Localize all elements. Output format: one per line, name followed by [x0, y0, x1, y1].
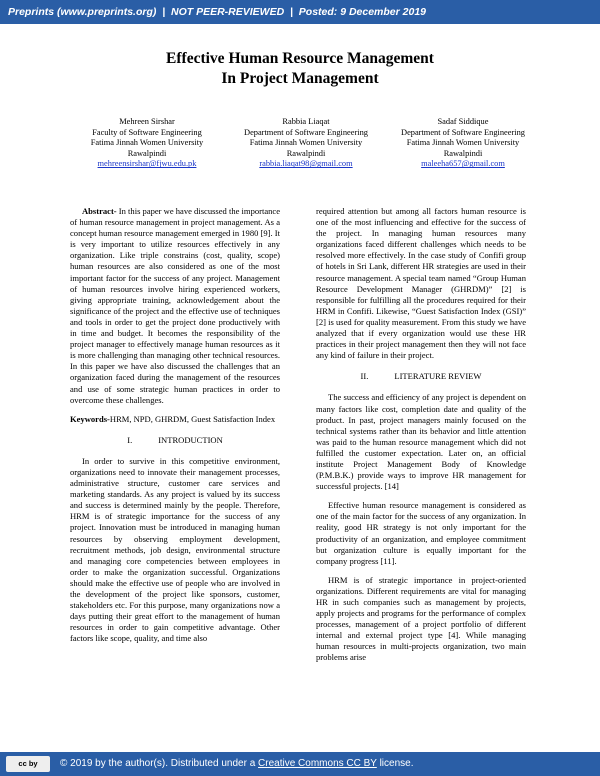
author-city: Rawalpindi — [286, 148, 326, 158]
author-city: Rawalpindi — [127, 148, 167, 158]
literature-paragraph-3: HRM is of strategic importance in project-oriented organizations. Different requirements are vital for managing HR in such companies such as management by projects, apply projects and programs for the performance of complex processes, management of a project portfolio of different internal and external project type [4]. While managing human resources in multi-projects organization, two main problems arise — [316, 574, 526, 663]
intro-paragraph: In order to survive in this competitive environment, organizations need to innovate their management processes, administrative structure, customer care services and marketing standards. As any project is valued by its success and success is determined mainly by the people. Therefore, HRM is of strategic importance for the success of any project. Innovation must be introduced in managing human resources by observing employment development, recruitment methods, job design, environmental structure and managing core competencies between employees in order to make the organization successful. Organizations should make the effective use of people who are involved in the development of the project like sponsors, customer, stakeholders etc. For this purpose, many organizations now a days putting their great effort to the management of human resources in order to gain competitive advantage. Other factors like scope, quality, and time also — [70, 455, 280, 644]
posted-date: Posted: 9 December 2019 — [298, 6, 427, 18]
license-link[interactable]: Creative Commons CC BY — [258, 758, 377, 769]
author-name: Rabbia Liaqat — [282, 117, 330, 126]
right-column — [316, 206, 526, 672]
section-heading-introduction — [70, 435, 280, 446]
author-city: Rawalpindi — [443, 148, 483, 158]
license-footer-bar — [0, 752, 600, 776]
left-column — [70, 206, 280, 652]
source-label[interactable]: Preprints (www.preprints.org) — [8, 6, 157, 18]
literature-paragraph-1: The success and efficiency of any project is dependent on many factors like cost, completion date and quality of the product. In past, project managers mainly focused on the technical systems rather than its behavior and little attention was paid to the human resource management which did not fulfilled the customer expectation. Later on, an official institute Project Management Body of Knowledge (P.M.B.K.) provide ways to improve HR management for successful projects. [14] — [316, 392, 526, 492]
section-title: LITERATURE REVIEW — [394, 371, 482, 382]
section-number: I. — [127, 434, 133, 445]
section-number: II. — [360, 371, 369, 382]
abstract-label: Abstract- — [82, 206, 117, 216]
review-status: NOT PEER-REVIEWED — [170, 6, 285, 18]
author-university: Fatima Jinnah Women University — [249, 138, 363, 148]
preprint-header-bar: Preprints (www.preprints.org) | NOT PEER-REVIEWED | Posted: 9 December 2019 — [0, 0, 600, 24]
author-university: Fatima Jinnah Women University — [90, 138, 204, 148]
author-email[interactable]: mehreensirshar@fjwu.edu.pk — [97, 159, 197, 169]
author-name: Mehreen Sirshar — [119, 117, 175, 126]
keywords-text: HRM, NPD, GHRDM, Guest Satisfaction Index — [109, 413, 276, 424]
author-email[interactable]: rabbia.liaqat98@gmail.com — [259, 159, 353, 169]
paper-title-line2: In Project Management — [221, 70, 379, 87]
license-text: © 2019 by the author(s). Distributed under a Creative Commons CC BY license. — [60, 758, 414, 769]
author-university: Fatima Jinnah Women University — [406, 138, 520, 148]
author-block-3 — [373, 117, 553, 170]
author-block-1 — [57, 117, 237, 170]
abstract — [70, 206, 280, 406]
keywords-label: Keywords- — [70, 413, 110, 424]
literature-paragraph-2: Effective human resource management is considered as one of the main factor for the success of any organization. In reality, good HR strategy is not only important for the productivity of an organization, and employee commitment but organization culture is equally important for the company progress [11]. — [316, 500, 526, 566]
author-block-2 — [216, 117, 396, 170]
continued-paragraph: required attention but among all factors human resource is one of the most influencing and effective for the success of the project. In managing human resources many organizations faced different challenges which needs to be resolved more effectively. In the case study of Confifi group of hotels in Sri Lank, different HR strategies are used in their resource management. A special team named “Group Human Resource Development Manager (GHRDM)” [2] is responsible for fulfilling all the procedures required for their HRM in Confifi. Likewise, “Guest Satisfaction Index (GSI)” [2] is used for quality measurement. From this study we have analyzed that if every organization would use these HR practices in their project management then they will not face any kind of failure in their project. — [316, 206, 526, 361]
author-department: Faculty of Software Engineering — [92, 127, 202, 137]
cc-by-badge-icon: cc by — [6, 756, 50, 772]
author-department: Department of Software Engineering — [244, 127, 368, 137]
author-email[interactable]: maleeha657@gmail.com — [421, 159, 505, 169]
section-title: INTRODUCTION — [158, 434, 223, 445]
author-department: Department of Software Engineering — [401, 127, 525, 137]
section-heading-literature-review — [316, 371, 526, 382]
author-name: Sadaf Siddique — [437, 117, 489, 126]
paper-title-line1: Effective Human Resource Management — [166, 50, 434, 67]
keywords — [70, 414, 280, 425]
abstract-text: In this paper we have discussed the importance of human resource management in project management. As a concept human resource management emerged in 1980 [9]. It is very important to utilize resources effectively in any organization. Like triple constrains (cost, quality, scope) human resources are also considered as one of the most important factor for the success of any project. Management of human resources involve hiring experienced workers, giving appropriate training, acknowledgement about the significance of the project and the effective use of techniques and tools in order to get the project done productively with in time and budget. It becomes the responsibility of the project manager to effectively manage human resources as it is more challenging than managing other technical resources. In this paper we have also discussed the challenges that an organization faced during the management of the resources and use of some strategic human practices in order to overcome these challenges. — [70, 206, 280, 405]
